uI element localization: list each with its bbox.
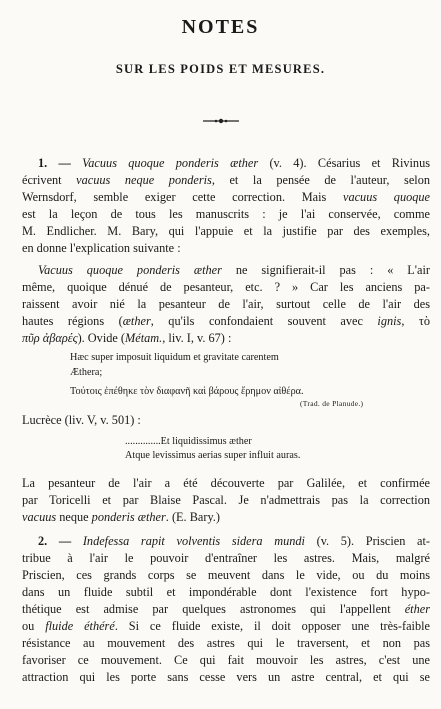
text-line bbox=[22, 635, 430, 651]
text-span: Lucrèce (liv. V, v. 501) : bbox=[22, 413, 141, 427]
text-line bbox=[22, 584, 430, 600]
text-span: ponderis æther bbox=[91, 510, 166, 524]
text-line bbox=[22, 550, 430, 566]
text-span: . Si ce fluide existe, il doit opposer une très-faible bbox=[114, 619, 430, 633]
text-span: neque bbox=[56, 510, 92, 524]
text-span: Vacuus quoque ponderis æther bbox=[82, 156, 259, 170]
text-span: fluide éthéré bbox=[45, 619, 115, 633]
text-line bbox=[22, 601, 430, 617]
text-span: Τούτοις ἐπέθηκε τὸν διαφανῆ καὶ βάρους ἔρημον αἰθέρα. bbox=[70, 386, 304, 397]
text-span: éther bbox=[404, 602, 430, 616]
text-span: Wernsdorf, semble exiger cette correction. Mais bbox=[22, 190, 343, 204]
text-span: thétique est admise par quelques astronomes qui l'appellent bbox=[22, 602, 405, 616]
text-span: vacuus quoque bbox=[342, 190, 430, 204]
text-line bbox=[22, 223, 430, 239]
text-span: πῦρ ἀβαρές bbox=[22, 331, 78, 345]
text-line bbox=[22, 330, 430, 346]
text-span: ). Ovide ( bbox=[77, 331, 126, 345]
text-span: vacuus bbox=[22, 510, 57, 524]
text-line bbox=[70, 365, 410, 381]
text-line bbox=[38, 533, 430, 549]
text-span: (v. 5). Priscien at- bbox=[304, 534, 430, 548]
text-line bbox=[22, 172, 430, 188]
text-span: hautes régions ( bbox=[22, 314, 123, 328]
text-line bbox=[22, 189, 430, 205]
text-span: Æthera; bbox=[70, 367, 103, 378]
text-span: æther bbox=[122, 314, 151, 328]
text-span: Priscien, ces grands corps se meuvent dans le vide, ou du moins bbox=[22, 568, 430, 582]
page-subtitle: SUR LES POIDS ET MESURES. bbox=[115, 62, 326, 76]
text-line bbox=[22, 279, 430, 295]
page-title: NOTES bbox=[181, 16, 260, 38]
text-span: par Toricelli et par Blaise Pascal. Je n'admettrais pas la correction bbox=[22, 493, 430, 507]
text-line bbox=[125, 448, 425, 464]
text-line bbox=[22, 669, 430, 685]
text-span: favoriser ce mouvement. Ce qui fait mouvoir les astres, c'est une bbox=[22, 653, 430, 667]
text-span: en donne l'explication suivante : bbox=[22, 241, 181, 255]
text-span: dans un fluide subtil et impondérable dont l'existence fort hypo- bbox=[22, 585, 430, 599]
text-span: (Trad. de Planude.) bbox=[300, 399, 364, 408]
text-span: , qu'ils confondaient souvent avec bbox=[150, 314, 378, 328]
text-line bbox=[22, 412, 430, 428]
text-span: Atque levissimus aerias super influit auras. bbox=[125, 450, 301, 461]
text-line bbox=[22, 296, 430, 312]
text-span: est la leçon de tous les manuscrits : je l'ai conservée, comme bbox=[22, 207, 430, 221]
text-span: ou bbox=[22, 619, 46, 633]
text-line bbox=[22, 240, 430, 256]
text-span: ne signifierait-il pas : « L'air bbox=[221, 263, 430, 277]
text-line bbox=[38, 155, 430, 171]
ornament-divider bbox=[203, 118, 239, 124]
text-line bbox=[38, 262, 430, 278]
text-line bbox=[22, 618, 430, 634]
text-span: , et la pensée de l'auteur, selon bbox=[211, 173, 430, 187]
text-line bbox=[22, 652, 430, 668]
text-span: M. Endlicher. M. Bary, qui l'appuie et la justifie par des exemples, bbox=[22, 224, 430, 238]
text-line bbox=[22, 509, 430, 525]
text-span: ignis bbox=[377, 314, 402, 328]
text-span: 1. — bbox=[38, 156, 83, 170]
text-span: Métam. bbox=[125, 331, 163, 345]
text-span: ..............Et liquidissimus æther bbox=[125, 436, 252, 447]
text-span: , τὸ bbox=[401, 314, 430, 328]
text-span: résistance au mouvement des astres qui le traversent, et non pas bbox=[22, 636, 430, 650]
text-line bbox=[22, 206, 430, 222]
text-line bbox=[22, 492, 430, 508]
text-span: écrivent bbox=[22, 173, 77, 187]
text-span: attraction qui les porte sans cesse vers un astre central, et qui se bbox=[22, 670, 430, 684]
text-span: Hæc super imposuit liquidum et gravitate carentem bbox=[70, 352, 279, 363]
text-span: , liv. I, v. 67) : bbox=[162, 331, 232, 345]
text-span: même, quoique dénué de pesanteur, etc. ? » Car les anciens pa- bbox=[22, 280, 430, 294]
text-line bbox=[70, 350, 410, 366]
text-span: raissent avoir nié la pesanteur de l'air, surtout celle de l'air des bbox=[22, 297, 430, 311]
text-span: 2. — bbox=[38, 534, 83, 548]
text-span: La pesanteur de l'air a été découverte par Galilée, et confirmée bbox=[22, 476, 430, 490]
text-span: Indefessa rapit volventis sidera mundi bbox=[82, 534, 305, 548]
text-line bbox=[22, 313, 430, 329]
text-span: tribue à l'air le pouvoir d'entraîner les astres. Mais, malgré bbox=[22, 551, 430, 565]
text-span: Vacuus quoque ponderis æther bbox=[38, 263, 222, 277]
text-line bbox=[22, 475, 430, 491]
text-line bbox=[300, 396, 430, 412]
text-span: (v. 4). Césarius et Rivinus bbox=[258, 156, 430, 170]
text-line bbox=[22, 567, 430, 583]
text-span: . (E. Bary.) bbox=[165, 510, 220, 524]
text-span: vacuus neque ponderis bbox=[76, 173, 212, 187]
